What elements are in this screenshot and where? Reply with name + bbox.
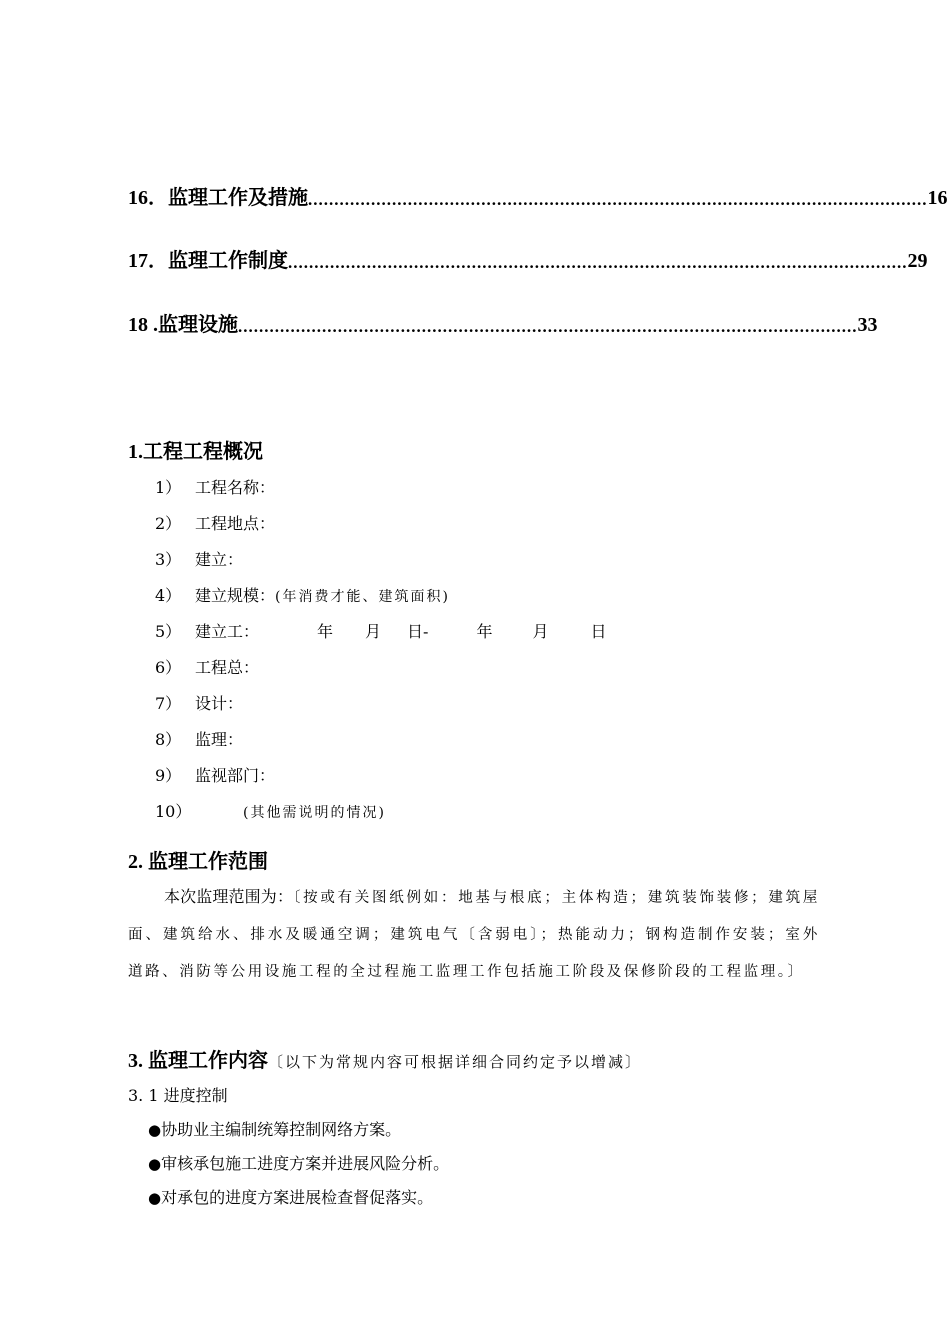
bullet-dot-icon: ● <box>148 1155 162 1173</box>
list-item <box>155 799 386 822</box>
date-day-end: 日 <box>590 622 607 641</box>
toc-leader-dots: ...................................................................................................................... <box>238 317 858 336</box>
list-item <box>155 619 607 642</box>
bullet-item <box>148 1185 433 1208</box>
bullet-item <box>148 1117 401 1140</box>
list-item-label: 建立规模： <box>195 586 276 605</box>
list-item <box>155 511 275 534</box>
list-item-index: 1） <box>155 478 182 497</box>
bullet-dot-icon: ● <box>148 1121 162 1139</box>
toc-entry[interactable] <box>128 309 878 337</box>
section-heading-title: 3. 监理工作内容 <box>128 1050 268 1072</box>
bullet-item <box>148 1151 449 1174</box>
list-item-label: 设计： <box>195 694 244 713</box>
list-item <box>155 691 243 714</box>
toc-entry-number: 17． <box>128 250 168 272</box>
toc-entry-page: 33 <box>857 314 878 336</box>
section-heading: 1.工程工程概况 <box>128 441 263 463</box>
list-item-note: (年消费才能、建筑面积) <box>275 589 450 605</box>
list-item <box>155 727 243 750</box>
bullet-text: 协助业主编制统筹控制网络方案。 <box>161 1120 402 1139</box>
list-item-label: 工程地点： <box>195 514 276 533</box>
list-item <box>155 655 259 678</box>
list-item-index: 7） <box>155 694 182 713</box>
list-item-label: 建立工： <box>195 622 260 641</box>
section-heading <box>128 1044 642 1073</box>
list-item-label: 工程名称： <box>195 478 276 497</box>
toc-leader-dots: ...................................................................................................................... <box>308 190 928 209</box>
paragraph-body: 〔按或有关图纸例如：地基与根底；主体构造；建筑装饰装修；建筑屋面、建筑给水、排水及暖通空调；建筑电气〔含弱电〕；热能动力；钢构造制作安装；室外道路、消防等公用设施工程的全过程施工监理工作包括施工阶段及保修阶段的工程监理。〕 <box>128 890 820 980</box>
list-item <box>155 763 275 786</box>
list-item <box>155 547 243 570</box>
toc-entry[interactable] <box>128 182 948 210</box>
section-heading: 2. 监理工作范围 <box>128 851 268 873</box>
bullet-text: 审核承包施工进度方案并进展风险分析。 <box>161 1154 450 1173</box>
list-item-note: (其他需说明的情况) <box>243 805 386 821</box>
subsection-heading: 3. 1 进度控制 <box>128 1086 228 1105</box>
paragraph-lead: 本次监理范围为： <box>164 887 294 906</box>
date-year-start: 年 <box>317 622 334 641</box>
list-item-label: 监理： <box>195 730 244 749</box>
list-item-label: 工程总： <box>195 658 260 677</box>
list-item-label: 建立： <box>195 550 244 569</box>
toc-entry-title: 监理设施 <box>158 314 238 336</box>
date-year-end: 年 <box>476 622 493 641</box>
bullet-text: 对承包的进度方案进展检查督促落实。 <box>161 1188 434 1207</box>
list-item-index: 3） <box>155 550 182 569</box>
toc-entry-page: 16 <box>927 187 948 209</box>
toc-leader-dots: ...................................................................................................................... <box>288 253 908 272</box>
list-item <box>155 475 275 498</box>
section-paragraph <box>128 878 820 991</box>
date-month-end: 月 <box>532 622 549 641</box>
date-month-start: 月 <box>365 622 382 641</box>
list-item-index: 4） <box>155 586 182 605</box>
list-item-index: 10） <box>155 802 192 821</box>
toc-entry-page: 29 <box>907 250 928 272</box>
list-item-index: 8） <box>155 730 182 749</box>
list-item-index: 5） <box>155 622 182 641</box>
toc-entry-title: 监理工作制度 <box>168 250 288 272</box>
toc-entry[interactable] <box>128 245 928 273</box>
bullet-dot-icon: ● <box>148 1189 162 1207</box>
toc-entry-number: 18 . <box>128 314 158 336</box>
section-heading-note: 〔以下为常规内容可根据详细合同约定予以增减〕 <box>268 1055 643 1071</box>
list-item <box>155 583 450 606</box>
list-item-index: 9） <box>155 766 182 785</box>
list-item-index: 6） <box>155 658 182 677</box>
toc-entry-title: 监理工作及措施 <box>168 187 308 209</box>
list-item-index: 2） <box>155 514 182 533</box>
date-day-start: 日- <box>407 622 429 641</box>
toc-entry-number: 16． <box>128 187 168 209</box>
list-item-label: 监视部门： <box>195 766 276 785</box>
